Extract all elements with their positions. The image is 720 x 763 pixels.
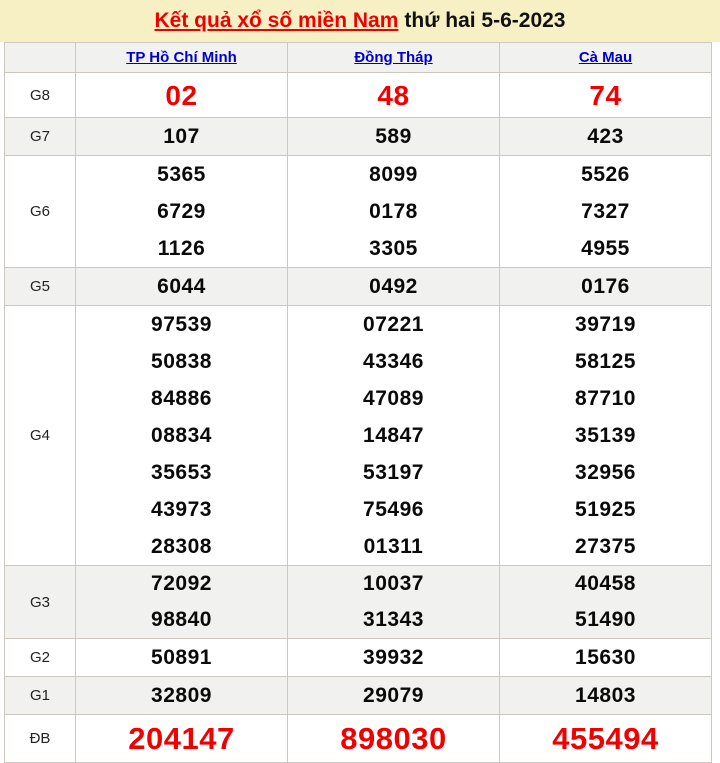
prize-number: 53197 bbox=[363, 461, 424, 484]
prize-number: 589 bbox=[375, 125, 412, 148]
row-label-g3: G3 bbox=[5, 566, 76, 639]
prize-row-g6 bbox=[5, 156, 712, 268]
prize-row-g1 bbox=[5, 677, 712, 715]
prize-number: 28308 bbox=[151, 535, 212, 558]
prize-number: 14803 bbox=[575, 684, 636, 707]
title-link[interactable]: Kết quả xổ số miền Nam bbox=[154, 9, 399, 32]
prize-number: 455494 bbox=[552, 720, 659, 756]
prize-number: 4955 bbox=[581, 237, 630, 260]
prize-row-g8 bbox=[5, 73, 712, 118]
prize-number: 1126 bbox=[157, 237, 206, 260]
prize-number: 31343 bbox=[363, 608, 424, 631]
prize-number: 43973 bbox=[151, 498, 212, 521]
prize-number: 5365 bbox=[157, 163, 206, 186]
row-label-g4: G4 bbox=[5, 306, 76, 566]
prize-number: 6729 bbox=[157, 200, 206, 223]
prize-number: 0178 bbox=[369, 200, 418, 223]
prize-number: 898030 bbox=[340, 720, 447, 756]
prize-number: 58125 bbox=[575, 350, 636, 373]
prize-number: 51925 bbox=[575, 498, 636, 521]
prize-number: 35139 bbox=[575, 424, 636, 447]
prize-row-g7 bbox=[5, 118, 712, 156]
column-header-ca-mau[interactable]: Cà Mau bbox=[578, 48, 633, 66]
prize-number: 204147 bbox=[128, 720, 235, 756]
prize-number: 84886 bbox=[151, 387, 212, 410]
row-label-g6: G6 bbox=[5, 156, 76, 268]
row-label-g1: G1 bbox=[5, 677, 76, 715]
prize-number: 50838 bbox=[151, 350, 212, 373]
prize-number: 51490 bbox=[575, 608, 636, 631]
prize-number: 35653 bbox=[151, 461, 212, 484]
prize-number: 10037 bbox=[363, 572, 424, 595]
column-header-tp-ho-chi-minh[interactable]: TP Hồ Chí Minh bbox=[126, 48, 237, 66]
prize-number: 48 bbox=[377, 79, 410, 111]
prize-number: 107 bbox=[163, 125, 200, 148]
prize-number: 32809 bbox=[151, 684, 212, 707]
row-label-db: ĐB bbox=[5, 715, 76, 763]
prize-number: 08834 bbox=[151, 424, 212, 447]
prize-number: 3305 bbox=[369, 237, 418, 260]
header-row bbox=[5, 43, 712, 73]
prize-row-db bbox=[5, 715, 712, 763]
prize-number: 43346 bbox=[363, 350, 424, 373]
prize-number: 87710 bbox=[575, 387, 636, 410]
prize-number: 5526 bbox=[581, 163, 630, 186]
prize-number: 14847 bbox=[363, 424, 424, 447]
prize-number: 29079 bbox=[363, 684, 424, 707]
prize-number: 32956 bbox=[575, 461, 636, 484]
title-banner bbox=[0, 0, 720, 42]
prize-number: 0176 bbox=[581, 275, 630, 298]
prize-number: 6044 bbox=[157, 275, 206, 298]
prize-number: 98840 bbox=[151, 608, 212, 631]
prize-number: 39932 bbox=[363, 646, 424, 669]
row-label-g5: G5 bbox=[5, 268, 76, 306]
prize-row-g2 bbox=[5, 639, 712, 677]
prize-number: 40458 bbox=[575, 572, 636, 595]
prize-row-g4 bbox=[5, 306, 712, 566]
prize-row-g3 bbox=[5, 566, 712, 639]
row-label-g8: G8 bbox=[5, 73, 76, 118]
header-row-label-cell bbox=[5, 43, 76, 73]
prize-number: 39719 bbox=[575, 313, 636, 336]
prize-number: 50891 bbox=[151, 646, 212, 669]
results-table bbox=[4, 42, 712, 763]
prize-number: 8099 bbox=[369, 163, 418, 186]
row-label-g7: G7 bbox=[5, 118, 76, 156]
prize-number: 27375 bbox=[575, 535, 636, 558]
row-label-g2: G2 bbox=[5, 639, 76, 677]
column-header-dong-thap[interactable]: Đồng Tháp bbox=[354, 48, 433, 66]
prize-row-g5 bbox=[5, 268, 712, 306]
prize-number: 15630 bbox=[575, 646, 636, 669]
prize-number: 7327 bbox=[581, 200, 630, 223]
prize-number: 01311 bbox=[363, 535, 424, 558]
prize-number: 47089 bbox=[363, 387, 424, 410]
prize-number: 72092 bbox=[151, 572, 212, 595]
prize-number: 02 bbox=[165, 79, 198, 111]
prize-number: 423 bbox=[587, 125, 624, 148]
prize-number: 97539 bbox=[151, 313, 212, 336]
title-date: thứ hai 5-6-2023 bbox=[404, 9, 566, 32]
prize-number: 0492 bbox=[369, 275, 418, 298]
prize-number: 74 bbox=[589, 79, 622, 111]
prize-number: 07221 bbox=[363, 313, 424, 336]
prize-number: 75496 bbox=[363, 498, 424, 521]
